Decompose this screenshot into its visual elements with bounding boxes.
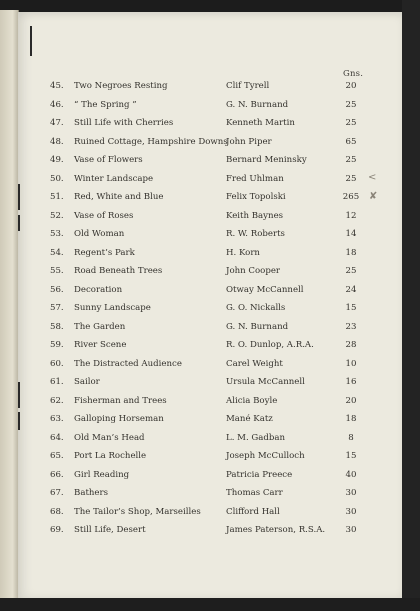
entry-price: 28 (345, 340, 357, 350)
entry-number: 62. (50, 395, 64, 406)
entry-price: 24 (345, 284, 357, 295)
entry-price: 25 (345, 99, 357, 110)
catalogue-entry (0, 285, 420, 303)
entry-number: 60. (50, 358, 64, 369)
entry-title: Still Life, Desert (74, 525, 146, 535)
entry-artist: James Paterson, R.S.A. (226, 525, 326, 535)
entry-number: 65. (50, 451, 64, 461)
entry-price: 265 (342, 192, 360, 202)
catalogue-entry (0, 229, 420, 247)
entry-price: 65 (345, 136, 357, 147)
entry-price: 25 (345, 173, 357, 184)
entry-title: Still Life with Cherries (74, 118, 174, 128)
entry-price: 30 (345, 488, 357, 498)
catalogue-entry (0, 470, 420, 488)
entry-artist: Otway McCannell (226, 284, 304, 295)
entry-artist: Fred Uhlman (226, 173, 284, 184)
entry-artist: Clifford Hall (226, 506, 280, 517)
entry-number: 46. (50, 99, 64, 110)
entry-title: Winter Landscape (74, 173, 154, 184)
entry-number: 56. (50, 284, 64, 295)
pencil-annotation: ✘ (369, 191, 378, 202)
catalogue-entry (0, 340, 420, 358)
entry-price: 15 (345, 451, 357, 461)
entry-price: 18 (345, 247, 357, 258)
entry-number: 55. (50, 266, 64, 276)
entry-number: 49. (50, 155, 64, 165)
entry-artist: R. W. Roberts (226, 229, 285, 239)
entry-number: 54. (50, 247, 64, 258)
entry-number: 59. (50, 340, 64, 350)
entry-price: 12 (345, 210, 357, 221)
entry-title: Girl Reading (74, 469, 130, 480)
price-column-header: Gns. (343, 69, 364, 79)
entry-price: 8 (348, 432, 354, 443)
entry-price: 20 (345, 81, 357, 91)
catalogue-entry (0, 192, 420, 210)
catalogue-entry (0, 414, 420, 432)
entry-price: 14 (345, 229, 357, 239)
entry-price: 10 (345, 358, 357, 369)
entry-price: 30 (345, 506, 357, 517)
catalogue-entry (0, 248, 420, 266)
entry-price: 15 (345, 303, 357, 313)
catalogue-entry (0, 525, 420, 543)
entry-artist: Carel Weight (226, 358, 283, 369)
entry-artist: G. N. Burnand (226, 321, 289, 332)
entry-title: Decoration (74, 284, 123, 295)
catalogue-entry (0, 266, 420, 284)
catalogue-entry (0, 377, 420, 395)
entry-artist: John Piper (226, 136, 272, 147)
entry-artist: Alicia Boyle (226, 395, 278, 406)
entry-number: 68. (50, 506, 64, 517)
entry-artist: Ursula McCannell (226, 377, 305, 387)
entry-artist: L. M. Gadban (226, 432, 286, 443)
catalogue-entry (0, 211, 420, 229)
entry-title: Sunny Landscape (74, 303, 151, 313)
entry-number: 45. (50, 81, 64, 91)
catalogue-entry (0, 322, 420, 340)
entry-artist: H. Korn (226, 247, 260, 258)
entry-artist: Joseph McCulloch (226, 451, 305, 461)
entry-artist: Mané Katz (226, 414, 273, 424)
entry-artist: R. O. Dunlop, A.R.A. (226, 340, 314, 350)
catalogue-entry (0, 118, 420, 136)
catalogue-entry (0, 100, 420, 118)
entry-number: 47. (50, 118, 64, 128)
entry-title: Old Woman (74, 229, 125, 239)
entry-number: 50. (50, 173, 64, 184)
entry-price: 25 (345, 266, 357, 276)
entry-title: Regent’s Park (74, 247, 135, 258)
entry-title: “ The Spring ” (74, 99, 137, 110)
entry-price: 40 (345, 469, 357, 480)
entry-title: The Distracted Audience (74, 358, 182, 369)
pencil-annotation: < (368, 172, 377, 183)
entry-number: 58. (50, 321, 64, 332)
entry-artist: Felix Topolski (226, 192, 286, 202)
entry-price: 23 (345, 321, 357, 332)
entry-number: 51. (50, 192, 64, 202)
binding-mark (30, 26, 32, 56)
entry-title: Galloping Horseman (74, 414, 164, 424)
entry-title: The Garden (74, 321, 126, 332)
scan-border-bottom (0, 598, 420, 611)
entry-title: Vase of Roses (74, 210, 134, 221)
catalogue-entry (0, 137, 420, 155)
entry-number: 53. (50, 229, 64, 239)
entry-title: Bathers (74, 488, 109, 498)
entry-number: 63. (50, 414, 64, 424)
entry-title: The Tailor’s Shop, Marseilles (74, 506, 201, 517)
entry-number: 69. (50, 525, 64, 535)
catalogue-entry (0, 433, 420, 451)
entry-title: Fisherman and Trees (74, 395, 167, 406)
entry-number: 61. (50, 377, 64, 387)
entry-price: 18 (345, 414, 357, 424)
entry-price: 25 (345, 118, 357, 128)
catalogue-entry (0, 488, 420, 506)
entry-artist: G. O. Nickalls (226, 303, 286, 313)
entry-title: Vase of Flowers (74, 155, 143, 165)
entry-number: 66. (50, 469, 64, 480)
entry-title: Port La Rochelle (74, 451, 147, 461)
entry-title: Two Negroes Resting (74, 81, 168, 91)
entry-title: Ruined Cottage, Hampshire Downs (74, 136, 228, 147)
entry-price: 25 (345, 155, 357, 165)
entry-artist: Kenneth Martin (226, 118, 295, 128)
catalogue-entry (0, 81, 420, 99)
entry-artist: G. N. Burnand (226, 99, 289, 110)
entry-title: Sailor (74, 377, 100, 387)
entry-artist: Keith Baynes (226, 210, 284, 221)
entry-title: Old Man’s Head (74, 432, 145, 443)
entry-number: 67. (50, 488, 64, 498)
entry-price: 16 (345, 377, 357, 387)
catalogue-entry (0, 507, 420, 525)
catalogue-entry (0, 396, 420, 414)
entry-artist: Patricia Preece (226, 469, 293, 480)
entry-number: 52. (50, 210, 64, 221)
catalogue-entry (0, 451, 420, 469)
catalogue-entry (0, 359, 420, 377)
entry-artist: John Cooper (226, 266, 281, 276)
entry-title: Red, White and Blue (74, 192, 164, 202)
entry-price: 20 (345, 395, 357, 406)
entry-artist: Clif Tyrell (226, 81, 270, 91)
catalogue-entry (0, 174, 420, 192)
entry-number: 57. (50, 303, 64, 313)
entry-artist: Thomas Carr (226, 488, 283, 498)
entry-title: Road Beneath Trees (74, 266, 163, 276)
entry-number: 64. (50, 432, 64, 443)
entry-title: River Scene (74, 340, 127, 350)
entry-number: 48. (50, 136, 64, 147)
entry-artist: Bernard Meninsky (226, 155, 307, 165)
catalogue-entry (0, 303, 420, 321)
entry-price: 30 (345, 525, 357, 535)
catalogue-entry (0, 155, 420, 173)
